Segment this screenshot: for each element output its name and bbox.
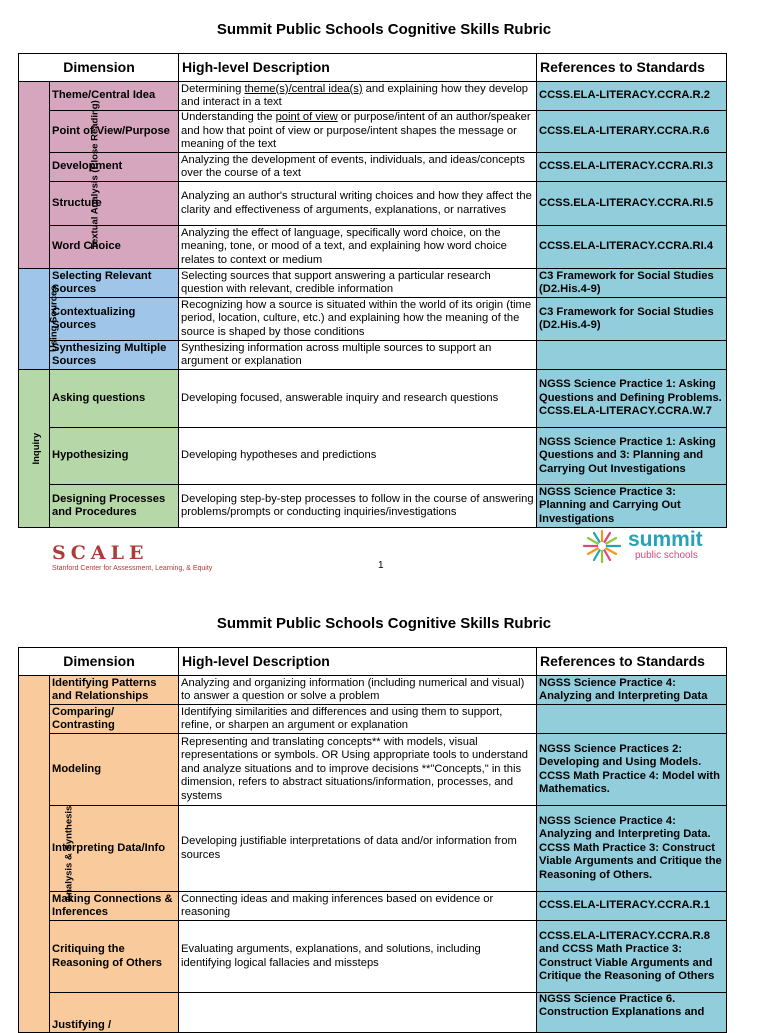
table-row <box>19 892 727 921</box>
table-row <box>19 298 727 341</box>
dimension-cell: Structure <box>50 182 179 226</box>
table-row <box>19 153 727 182</box>
table-row <box>19 921 727 993</box>
table-row <box>19 111 727 153</box>
description-cell: Developing justifiable interpretations of data and/or information from sources <box>179 806 537 892</box>
dimension-cell: Development <box>50 153 179 182</box>
rubric-table <box>18 647 727 1033</box>
dimension-cell: Word Choice <box>50 226 179 269</box>
header-dimension: Dimension <box>19 54 179 82</box>
category-label: Using Sources <box>48 285 60 353</box>
description-cell: Analyzing the development of events, individuals, and ideas/concepts over the course of a text <box>179 153 537 182</box>
reference-cell: NGSS Science Practice 1: Asking Questions and 3: Planning and Carrying Out Investigations <box>537 428 727 485</box>
dimension-cell: Contextualizing Sources <box>50 298 179 341</box>
reference-cell: CCSS.ELA-LITERACY.CCRA.R.8 and CCSS Math Practice 3: Construct Viable Arguments and Critique the Reasoning of Others <box>537 921 727 993</box>
dimension-cell: Asking questions <box>50 370 179 428</box>
reference-cell: CCSS.ELA-LITERARY.CCRA.R.6 <box>537 111 727 153</box>
description-cell: Synthesizing information across multiple sources to support an argument or explanation <box>179 341 537 370</box>
reference-cell: CCSS.ELA-LITERACY.CCRA.RI.5 <box>537 182 727 226</box>
reference-cell: NGSS Science Practice 6. Construction Explanations and <box>537 993 727 1033</box>
reference-cell: CCSS.ELA-LITERACY.CCRA.RI.4 <box>537 226 727 269</box>
description-cell: Selecting sources that support answering a particular research question with relevant, credible information <box>179 269 537 298</box>
category-label: Analysis & Synthesis <box>63 805 75 903</box>
summit-logo: summit public schools <box>580 528 720 568</box>
page-title: Summit Public Schools Cognitive Skills Rubric <box>216 21 552 38</box>
page-number: 1 <box>378 560 384 571</box>
description-cell: Understanding the point of view or purpose/intent of an author/speaker and how that point of view or purpose/intent shapes the message or meaning of the text <box>179 111 537 153</box>
category-inquiry <box>19 370 50 528</box>
dimension-cell: Point of View/Purpose <box>50 111 179 153</box>
header-description: High-level Description <box>179 648 537 676</box>
category-label: Inquiry <box>31 432 43 465</box>
table-row <box>19 269 727 298</box>
dimension-cell: Justifying / <box>50 993 179 1033</box>
rubric-page-2 <box>0 600 768 1031</box>
description-cell: Analyzing and organizing information (including numerical and visual) to answer a question or solve a problem <box>179 676 537 705</box>
reference-cell: NGSS Science Practices 2: Developing and Using Models. CCSS Math Practice 4: Model with Mathematics. <box>537 734 727 806</box>
dimension-cell: Comparing/ Contrasting <box>50 705 179 734</box>
description-cell: Recognizing how a source is situated within the world of its origin (time period, location, culture, etc.) and explaining how the meaning of the source is shaped by those conditions <box>179 298 537 341</box>
dimension-cell: Designing Processes and Procedures <box>50 485 179 528</box>
dimension-cell: Modeling <box>50 734 179 806</box>
table-row <box>19 485 727 528</box>
table-row <box>19 370 727 428</box>
description-cell: Representing and translating concepts** with models, visual representations or symbols. OR Using appropriate tools to understand and analyze situations and to improve decisions **"Concepts," in this dimension, refers to abstract situations/information, processes, and systems <box>179 734 537 806</box>
description-cell: Developing step-by-step processes to follow in the course of answering problems/prompts or conducting inquiries/investigations <box>179 485 537 528</box>
dimension-cell: Identifying Patterns and Relationships <box>50 676 179 705</box>
table-row <box>19 182 727 226</box>
description-cell <box>179 993 537 1033</box>
reference-cell: C3 Framework for Social Studies (D2.His.4-9) <box>537 298 727 341</box>
description-cell: Determining theme(s)/central idea(s) and explaining how they develop and interact in a text <box>179 82 537 111</box>
dimension-cell: Selecting Relevant Sources <box>50 269 179 298</box>
description-cell: Analyzing an author's structural writing choices and how they affect the clarity and effectiveness of arguments, explanations, or narratives <box>179 182 537 226</box>
reference-cell: CCSS.ELA-LITERACY.CCRA.R.1 <box>537 892 727 921</box>
table-row <box>19 705 727 734</box>
dimension-cell: Critiquing the Reasoning of Others <box>50 921 179 993</box>
reference-cell <box>537 705 727 734</box>
header-references: References to Standards <box>537 54 727 82</box>
header-references: References to Standards <box>537 648 727 676</box>
rubric-table <box>18 53 727 528</box>
dimension-cell: Theme/Central Idea <box>50 82 179 111</box>
reference-cell: CCSS.ELA-LITERACY.CCRA.RI.3 <box>537 153 727 182</box>
dimension-cell: Hypothesizing <box>50 428 179 485</box>
reference-cell: NGSS Science Practice 1: Asking Questions and Defining Problems. CCSS.ELA-LITERACY.CCRA.W.7 <box>537 370 727 428</box>
description-cell: Analyzing the effect of language, specifically word choice, on the meaning, tone, or mood of a text, and explaining how word choice relates to context or medium <box>179 226 537 269</box>
sunburst-icon <box>580 528 624 564</box>
description-cell: Connecting ideas and making inferences based on evidence or reasoning <box>179 892 537 921</box>
table-row <box>19 676 727 705</box>
category-label: Textual Analysis (Close Reading) <box>89 100 101 250</box>
header-description: High-level Description <box>179 54 537 82</box>
description-cell: Evaluating arguments, explanations, and solutions, including identifying logical fallacies and missteps <box>179 921 537 993</box>
table-row <box>19 734 727 806</box>
description-cell: Developing focused, answerable inquiry and research questions <box>179 370 537 428</box>
reference-cell: NGSS Science Practice 4: Analyzing and Interpreting Data <box>537 676 727 705</box>
reference-cell <box>537 341 727 370</box>
reference-cell: NGSS Science Practice 3: Planning and Carrying Out Investigations <box>537 485 727 528</box>
description-cell: Developing hypotheses and predictions <box>179 428 537 485</box>
table-row <box>19 428 727 485</box>
table-row <box>19 806 727 892</box>
header-dimension: Dimension <box>19 648 179 676</box>
table-row <box>19 226 727 269</box>
table-row <box>19 82 727 111</box>
scale-logo: SCALE Stanford Center for Assessment, Learning, & Equity <box>52 542 213 572</box>
dimension-cell: Making Connections & Inferences <box>50 892 179 921</box>
table-row <box>19 993 727 1033</box>
header-row <box>19 54 727 82</box>
reference-cell: C3 Framework for Social Studies (D2.His.4-9) <box>537 269 727 298</box>
reference-cell: NGSS Science Practice 4: Analyzing and Interpreting Data. CCSS Math Practice 3: Construct Viable Arguments and Critique the Reasoning of Others. <box>537 806 727 892</box>
description-cell: Identifying similarities and differences and using them to support, refine, or sharpen an argument or explanation <box>179 705 537 734</box>
table-row <box>19 341 727 370</box>
category-using-sources <box>19 269 60 370</box>
dimension-cell: Synthesizing Multiple Sources <box>50 341 179 370</box>
reference-cell: CCSS.ELA-LITERACY.CCRA.R.2 <box>537 82 727 111</box>
category-analysis-synthesis <box>19 676 75 1033</box>
header-row <box>19 648 727 676</box>
dimension-cell: Interpreting Data/Info <box>50 806 179 892</box>
page-title: Summit Public Schools Cognitive Skills Rubric <box>216 615 552 632</box>
